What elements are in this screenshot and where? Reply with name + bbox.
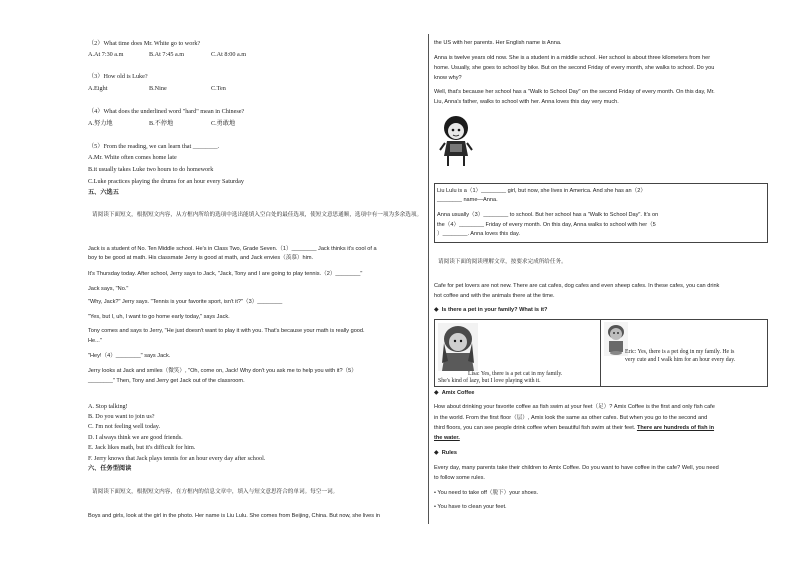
rule-item-1: • You need to take off（脱下）your shoes.	[434, 490, 539, 496]
amix-underlined-end: the water.	[434, 435, 460, 441]
q2-option-a: A.At 7:30 a.m	[88, 51, 124, 58]
right-line-4: know why?	[434, 75, 462, 81]
amix-underlined-sentence: There are hundreds of fish in	[636, 425, 715, 431]
diamond-bullet-icon: ◆	[434, 390, 439, 396]
option-c: C. I'm not feeling well today.	[88, 423, 161, 430]
task-box-line-1: Liu Lulu is a（1）________ girl, but now, she lives in America. And she has an（2）	[437, 188, 646, 194]
section6-title: 六、任务型阅读	[88, 465, 132, 472]
passage-line-8: He..."	[88, 338, 102, 344]
cafe-line-1: Cafe for pet lovers are not new. There are cat cafes, dog cafes and even sheep cafes. In these cafes, you can drink	[434, 283, 720, 289]
q3-option-c: C.Ten	[211, 85, 226, 92]
girl-illustration	[438, 114, 474, 170]
eric-text-1: Eric: Yes, there is a pet dog in my family. He is	[625, 349, 735, 355]
heading-amix-text: Amix Coffee	[441, 390, 475, 396]
passage-line-2: boy to be good at math. His classmate Jerry is good at math, and Jack envies（羡慕）him.	[88, 255, 314, 261]
q3-option-a: A.Eight	[88, 85, 108, 92]
section6-instruction: 请阅读下面短文，根据短文内容，在方框内的信息文章中，填入与短文意思符合的单词。每空一词。	[92, 489, 339, 495]
q4-option-b: B.不停地	[149, 120, 174, 127]
lisa-text-2: She's kind of lazy, but I love playing with it.	[438, 378, 541, 384]
q2-stem: （2）What time does Mr. White go to work?	[88, 40, 201, 47]
passage-intro-line: Boys and girls, look at the girl in the photo. Her name is Liu Lulu. She comes from Beijing, China. But now, she lives in	[88, 513, 380, 519]
diamond-bullet-icon: ◆	[434, 450, 439, 456]
pet-cell-eric	[601, 320, 767, 386]
cafe-line-2: hot coffee and with the animals there at the time.	[434, 293, 555, 299]
lisa-photo	[438, 323, 478, 371]
reading-instruction: 请阅读下面的阅读理解文章，按要求完成所给任务。	[438, 259, 567, 265]
heading-amix	[434, 389, 474, 397]
task-box-line-5: ）________. Anna loves this day.	[437, 231, 520, 237]
heading-rules-text: Rules	[441, 450, 457, 456]
rules-line-1: Every day, many parents take their children to Amix Coffee. Do you want to have coffee in the cafe? Well, you need	[434, 465, 719, 471]
amix-line-2: in the world. From the first floor（层）, Amix look the same as other cafes. But when you go to the second and	[434, 415, 708, 421]
rules-line-2: to follow some rules.	[434, 475, 485, 481]
passage-line-5: "Why, Jack?" Jerry says. "Tennis is your favorite sport, isn't it?"（3）________	[88, 299, 283, 305]
heading-rules	[434, 449, 457, 457]
option-e: E. Jack likes math, but it's difficult for him.	[88, 444, 196, 451]
amix-line-1: How about drinking your favorite coffee as fish swim at your feet（足）? Amix Coffee is the first and only fish cafe	[434, 404, 715, 410]
q5-option-b: B.it usually takes Luke two hours to do homework	[88, 166, 214, 173]
column-divider	[428, 34, 429, 524]
pet-table	[434, 319, 768, 387]
task-box-line-3: Anna usually（3）________ to school. But her school has a "Walk to School Day". It's on	[437, 212, 659, 218]
option-b: B. Do you want to join us?	[88, 413, 155, 420]
eric-text-2: very cute and I walk him for an hour every day.	[625, 357, 736, 363]
q2-option-b: B.At 7:45 a.m	[149, 51, 185, 58]
q5-option-c: C.Luke practices playing the drums for an hour every Saturday	[88, 178, 245, 185]
option-a: A. Stop talking!	[88, 403, 128, 410]
passage-line-1: Jack is a student of No. Ten Middle school. He's in Class Two, Grade Seven.（1）________ Jack thinks it's cool of a	[88, 246, 377, 252]
passage-line-4: Jack says, "No."	[88, 286, 129, 292]
diamond-bullet-icon: ◆	[434, 307, 439, 313]
q3-option-b: B.Nine	[149, 85, 167, 92]
passage-line-6: "Yes, but I, uh, I want to go home early today," says Jack.	[88, 314, 230, 320]
right-line-2: Anna is twelve years old now. She is a student in a middle school. Her school is about three kilometers from her	[434, 55, 711, 61]
passage-line-11: ________" Then, Tony and Jerry get Jack out of the classroom.	[88, 378, 245, 384]
q3-stem: （3）How old is Luke?	[88, 73, 148, 80]
passage-line-10: Jerry looks at Jack and smiles（微笑）, "Oh, come on, Jack! Why don't you ask me to help you with it?（5）	[88, 368, 357, 374]
passage-line-9: "Hey!（4）________" says Jack.	[88, 353, 171, 359]
q4-option-c: C.勇敢地	[211, 120, 236, 127]
lisa-text-1: Lisa: Yes, there is a pet cat in my family.	[468, 371, 563, 377]
option-d: D. I always think we are good friends.	[88, 434, 183, 441]
task-box-line-4: the（4）________ Friday of every month. On this day, Anna walks to school with her（5	[437, 222, 656, 228]
q5-stem: （5）From the reading, we can learn that ________.	[88, 143, 220, 150]
right-column	[434, 0, 766, 562]
passage-line-7: Tony comes and says to Jerry, "He just doesn't want to play it with you. That's because your math is really good.	[88, 328, 365, 334]
task-box-line-2: ________ name—Anna.	[437, 197, 498, 203]
right-line-6: Liu, Anna's father, walks to school with her. Anna loves this day very much.	[434, 99, 619, 105]
section5-title: 五、六选五	[88, 189, 119, 196]
heading-pet-text: Is there a pet in your family? What is it?	[441, 307, 548, 313]
right-line-5: Well, that's because her school has a "Walk to School Day" on the second Friday of every month. On this day, Mr.	[434, 89, 715, 95]
section5-instruction: 请阅读下面短文，根据短文内容，从方框内所给的选项中选出能填入空白处的最佳选项，使短文意思通顺，选项中有一项为多余选项。	[92, 212, 423, 218]
q2-option-c: C.At 8:00 a.m	[211, 51, 247, 58]
amix-line-3-text: third floors, you can see people drink coffee when beautiful fish swim at their feet.	[434, 425, 636, 431]
passage-line-3: It's Thursday today. After school, Jerry says to Jack, "Jack, Tony and I are going to play tennis.（2）________"	[88, 271, 363, 277]
right-line-3: home. Usually, she goes to school by bike. But on the second Friday of every month, she walks to school. Do you	[434, 65, 715, 71]
q4-stem: （4）What does the underlined word "hard" mean in Chinese?	[88, 108, 245, 115]
right-line-1: the US with her parents. Her English name is Anna.	[434, 40, 562, 46]
amix-line-3	[434, 424, 714, 432]
heading-pet	[434, 306, 547, 314]
q5-option-a: A.Mr. White often comes home late	[88, 154, 177, 161]
rule-item-2: • You have to clean your feet.	[434, 504, 507, 510]
option-f: F. Jerry knows that Jack plays tennis for an hour every day after school.	[88, 455, 266, 462]
q4-option-a: A.努力地	[88, 120, 113, 127]
pet-cell-lisa	[435, 320, 601, 386]
left-column	[88, 0, 423, 562]
